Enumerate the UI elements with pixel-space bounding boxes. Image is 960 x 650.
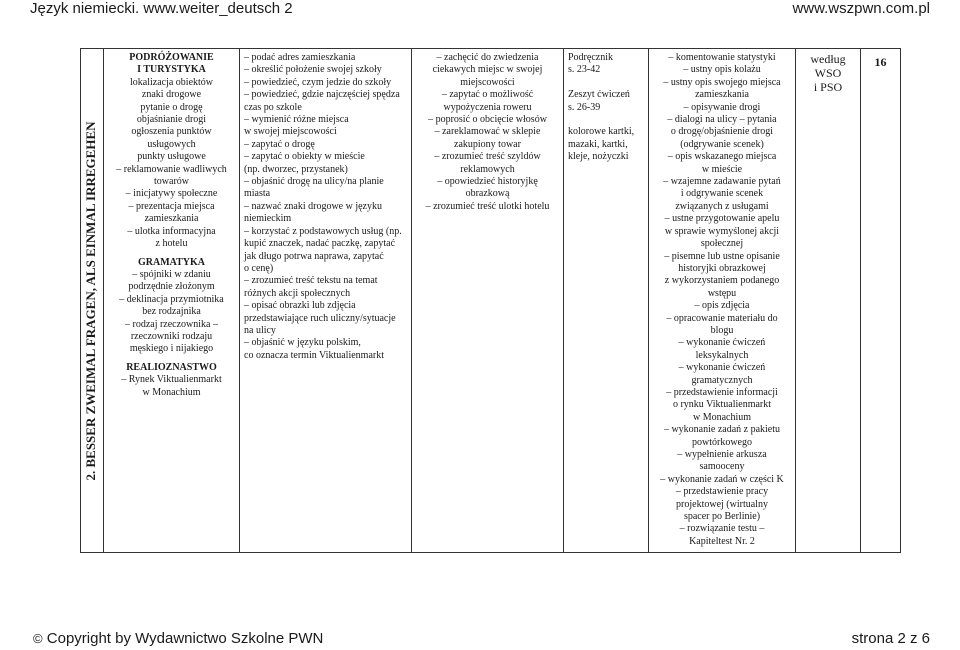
method-line: – dialogi na ulicy – pytania bbox=[667, 114, 777, 126]
table-row bbox=[81, 49, 901, 553]
topic-title: PODRÓŻOWANIE bbox=[129, 52, 214, 63]
topic-line: – inicjatywy społeczne bbox=[125, 188, 218, 200]
method-line: blogu bbox=[710, 324, 734, 336]
evaluation-line: i PSO bbox=[813, 80, 843, 94]
materials-cell bbox=[564, 49, 649, 553]
attitude-line: zakupiony towar bbox=[454, 138, 521, 150]
method-line: o rynku Viktualienmarkt bbox=[672, 399, 772, 411]
method-line: – rozwiązanie testu – bbox=[679, 523, 765, 535]
skill-line: o cenę) bbox=[244, 262, 274, 274]
method-line: – opis wskazanego miejsca bbox=[667, 151, 777, 163]
realia-line: w Monachium bbox=[142, 386, 201, 398]
skill-line: miasta bbox=[244, 188, 271, 200]
grammar-line: rzeczowniki rodzaju bbox=[130, 330, 213, 342]
topics-column bbox=[104, 49, 239, 403]
materials-column bbox=[564, 49, 648, 168]
topic-line: usługowych bbox=[147, 138, 196, 150]
attitude-line: obrazkową bbox=[465, 188, 510, 200]
method-line: samooceny bbox=[699, 461, 745, 473]
method-line: – przedstawienie informacji bbox=[666, 386, 778, 398]
material-line: kolorowe kartki, bbox=[568, 126, 635, 138]
material-line: mazaki, kartki, bbox=[568, 138, 628, 150]
topic-lines bbox=[108, 77, 235, 251]
page-footer bbox=[0, 628, 960, 650]
material-line: kleje, nożyczki bbox=[568, 151, 629, 163]
attitude-line: ciekawych miejsc w swojej bbox=[432, 64, 543, 76]
methods-cell bbox=[649, 49, 796, 553]
topics-cell bbox=[104, 49, 240, 553]
skill-line: różnych akcji społecznych bbox=[244, 287, 351, 299]
attitude-line: – poprosić o obcięcie włosów bbox=[428, 114, 547, 126]
method-line: Kapiteltest Nr. 2 bbox=[689, 535, 755, 547]
material-line: s. 23-42 bbox=[568, 64, 601, 76]
attitude-line: – opowiedzieć historyjkę bbox=[437, 176, 538, 188]
material-line: Podręcznik bbox=[568, 52, 613, 63]
grammar-line: podrzędnie złożonym bbox=[128, 281, 215, 293]
method-line: (odgrywanie scenek) bbox=[680, 138, 764, 150]
method-line: – opisywanie drogi bbox=[683, 101, 761, 113]
method-line: – pisemne lub ustne opisanie bbox=[664, 250, 780, 262]
grammar-line: – rodzaj rzeczownika – bbox=[124, 318, 218, 330]
realia-line: – Rynek Viktualienmarkt bbox=[121, 374, 222, 386]
footer-page-number: strona 2 z 6 bbox=[851, 630, 930, 647]
topic-line: – reklamowanie wadliwych bbox=[116, 163, 227, 175]
copyright-icon: © bbox=[33, 631, 43, 646]
method-line: – opracowanie materiału do bbox=[666, 312, 778, 324]
lesson-plan-table bbox=[80, 48, 901, 553]
skill-line: – opisać obrazki lub zdjęcia bbox=[244, 300, 356, 312]
footer-copyright bbox=[33, 630, 323, 647]
skills-cell bbox=[240, 49, 412, 553]
header-website[interactable]: www.wszpwn.com.pl bbox=[792, 0, 930, 17]
realia-lines bbox=[108, 374, 235, 399]
topic-line: objaśnianie drogi bbox=[136, 114, 207, 126]
method-line: zamieszkania bbox=[695, 89, 749, 101]
topic-line: – ulotka informacyjna bbox=[127, 225, 216, 237]
methods-column bbox=[649, 49, 795, 552]
skill-line: w swojej miejscowości bbox=[244, 126, 337, 138]
chapter-cell bbox=[81, 49, 104, 553]
skill-line: – nazwać znaki drogowe w języku bbox=[244, 200, 382, 212]
method-line: z wykorzystaniem podanego bbox=[664, 275, 780, 287]
grammar-title: GRAMATYKA bbox=[137, 256, 206, 268]
topic-line: znaki drogowe bbox=[141, 89, 202, 101]
skill-line: – wymienić różne miejsca bbox=[244, 114, 349, 126]
skills-column bbox=[240, 49, 411, 366]
page-header bbox=[0, 0, 960, 22]
skill-line: – powiedzieć, gdzie najczęściej spędza bbox=[244, 89, 400, 101]
method-line: – komentowanie statystyki bbox=[668, 52, 776, 63]
method-line: spacer po Berlinie) bbox=[683, 511, 761, 523]
attitudes-column bbox=[412, 49, 563, 217]
attitude-line: wypożyczenia roweru bbox=[443, 101, 532, 113]
topic-title: I TURYSTYKA bbox=[137, 64, 206, 76]
skill-line: – zapytać o drogę bbox=[244, 138, 315, 150]
skill-line: – objaśnić w języku polskim, bbox=[244, 337, 361, 349]
skill-line: – podać adres zamieszkania bbox=[244, 52, 356, 63]
evaluation-line: WSO bbox=[814, 66, 842, 80]
method-line: – wykonanie zadań w części K bbox=[660, 473, 784, 485]
realia-title: REALIOZNASTWO bbox=[126, 361, 217, 373]
skill-line: – określić położenie swojej szkoły bbox=[244, 64, 382, 76]
material-line bbox=[568, 114, 644, 126]
topic-line: lokalizacja obiektów bbox=[129, 76, 214, 88]
method-line: – wzajemne zadawanie pytań bbox=[663, 176, 781, 188]
topic-line: ogłoszenia punktów bbox=[131, 126, 212, 138]
skill-line: – powiedzieć, czym jedzie do szkoły bbox=[244, 76, 392, 88]
grammar-lines bbox=[108, 269, 235, 356]
method-line: – przedstawienie pracy bbox=[675, 486, 769, 498]
material-line: s. 26-39 bbox=[568, 101, 601, 113]
grammar-line: bez rodzajnika bbox=[142, 306, 201, 318]
method-line: – wykonanie ćwiczeń bbox=[678, 337, 766, 349]
method-line: gramatycznych bbox=[691, 374, 753, 386]
attitude-line: miejscowości bbox=[460, 76, 515, 88]
skill-line: czas po szkole bbox=[244, 101, 302, 113]
grammar-line: – spójniki w zdaniu bbox=[132, 268, 211, 280]
chapter-title: 2. BESSER ZWEIMAL FRAGEN, ALS EINMAL IRREGEHEN bbox=[83, 121, 98, 481]
method-line: w mieście bbox=[701, 163, 743, 175]
header-title: Język niemiecki. www.weiter_deutsch 2 bbox=[30, 0, 293, 17]
topic-line: – prezentacja miejsca bbox=[128, 200, 215, 212]
skill-line: – korzystać z podstawowych usług (np. bbox=[244, 225, 402, 237]
skill-line: – zapytać o obiekty w mieście bbox=[244, 151, 365, 163]
hours-value: 16 bbox=[874, 55, 887, 69]
skill-line: (np. dworzec, przystanek) bbox=[244, 163, 348, 175]
method-line: – opis zdjęcia bbox=[694, 300, 750, 312]
method-line: o drogę/objaśnienie drogi bbox=[670, 126, 774, 138]
method-line: związanych z usługami bbox=[675, 200, 769, 212]
evaluation-column bbox=[796, 49, 860, 98]
skill-line: co oznacza termin Viktualienmarkt bbox=[244, 349, 384, 361]
topic-line: punkty usługowe bbox=[137, 151, 206, 163]
evaluation-cell bbox=[796, 49, 861, 553]
footer-copyright-text: Copyright by Wydawnictwo Szkolne PWN bbox=[46, 630, 324, 647]
topic-line: pytanie o drogę bbox=[140, 101, 203, 113]
method-line: – ustny opis kolażu bbox=[683, 64, 761, 76]
attitudes-cell bbox=[412, 49, 564, 553]
method-line: – ustny opis swojego miejsca bbox=[663, 76, 781, 88]
topic-line: z hotelu bbox=[155, 238, 188, 250]
grammar-line: – deklinacja przymiotnika bbox=[119, 293, 224, 305]
method-line: i odgrywanie scenek bbox=[680, 188, 764, 200]
method-line: w Monachium bbox=[692, 411, 752, 423]
skill-line: – zrozumieć treść tekstu na temat bbox=[244, 275, 378, 287]
method-line: – ustne przygotowanie apelu bbox=[664, 213, 780, 225]
method-line: – wypełnienie arkusza bbox=[677, 449, 767, 460]
attitude-line: – zapytać o możliwość bbox=[441, 89, 534, 101]
method-line: leksykalnych bbox=[695, 349, 749, 361]
method-line: – wykonanie zadań z pakietu bbox=[663, 424, 781, 436]
attitude-line: – zareklamować w sklepie bbox=[434, 126, 541, 138]
material-line: Zeszyt ćwiczeń bbox=[568, 89, 630, 101]
evaluation-line: według bbox=[810, 52, 846, 66]
skill-line: – objaśnić drogę na ulicy/na planie bbox=[244, 176, 384, 188]
method-line: – wykonanie ćwiczeń bbox=[678, 362, 766, 374]
topic-line: towarów bbox=[154, 176, 189, 188]
skill-line: kupić znaczek, nadać paczkę, zapytać bbox=[244, 238, 396, 250]
method-line: społecznej bbox=[700, 238, 744, 250]
attitude-line: – zachęcić do zwiedzenia bbox=[436, 52, 539, 63]
method-line: projektowej (wirtualny bbox=[676, 498, 768, 510]
method-line: wstępu bbox=[707, 287, 737, 299]
skill-line: niemieckim bbox=[244, 213, 292, 225]
material-line bbox=[568, 77, 644, 89]
topic-line: zamieszkania bbox=[144, 213, 199, 225]
grammar-line: męskiego i nijakiego bbox=[129, 343, 214, 355]
skill-line: jak długo potrwa naprawa, zapytać bbox=[244, 250, 384, 262]
method-line: powtórkowego bbox=[692, 436, 752, 448]
attitude-line: – zrozumieć treść szyldów bbox=[434, 151, 541, 163]
skill-line: na ulicy bbox=[244, 324, 276, 336]
attitude-line: reklamowych bbox=[460, 163, 515, 175]
hours-cell bbox=[861, 49, 901, 553]
skill-line: przedstawiające ruch uliczny/sytuacje bbox=[244, 312, 396, 324]
method-line: w sprawie wymyślonej akcji bbox=[664, 225, 780, 237]
method-line: historyjki obrazkowej bbox=[678, 262, 766, 274]
attitude-line: – zrozumieć treść ulotki hotelu bbox=[425, 200, 550, 212]
